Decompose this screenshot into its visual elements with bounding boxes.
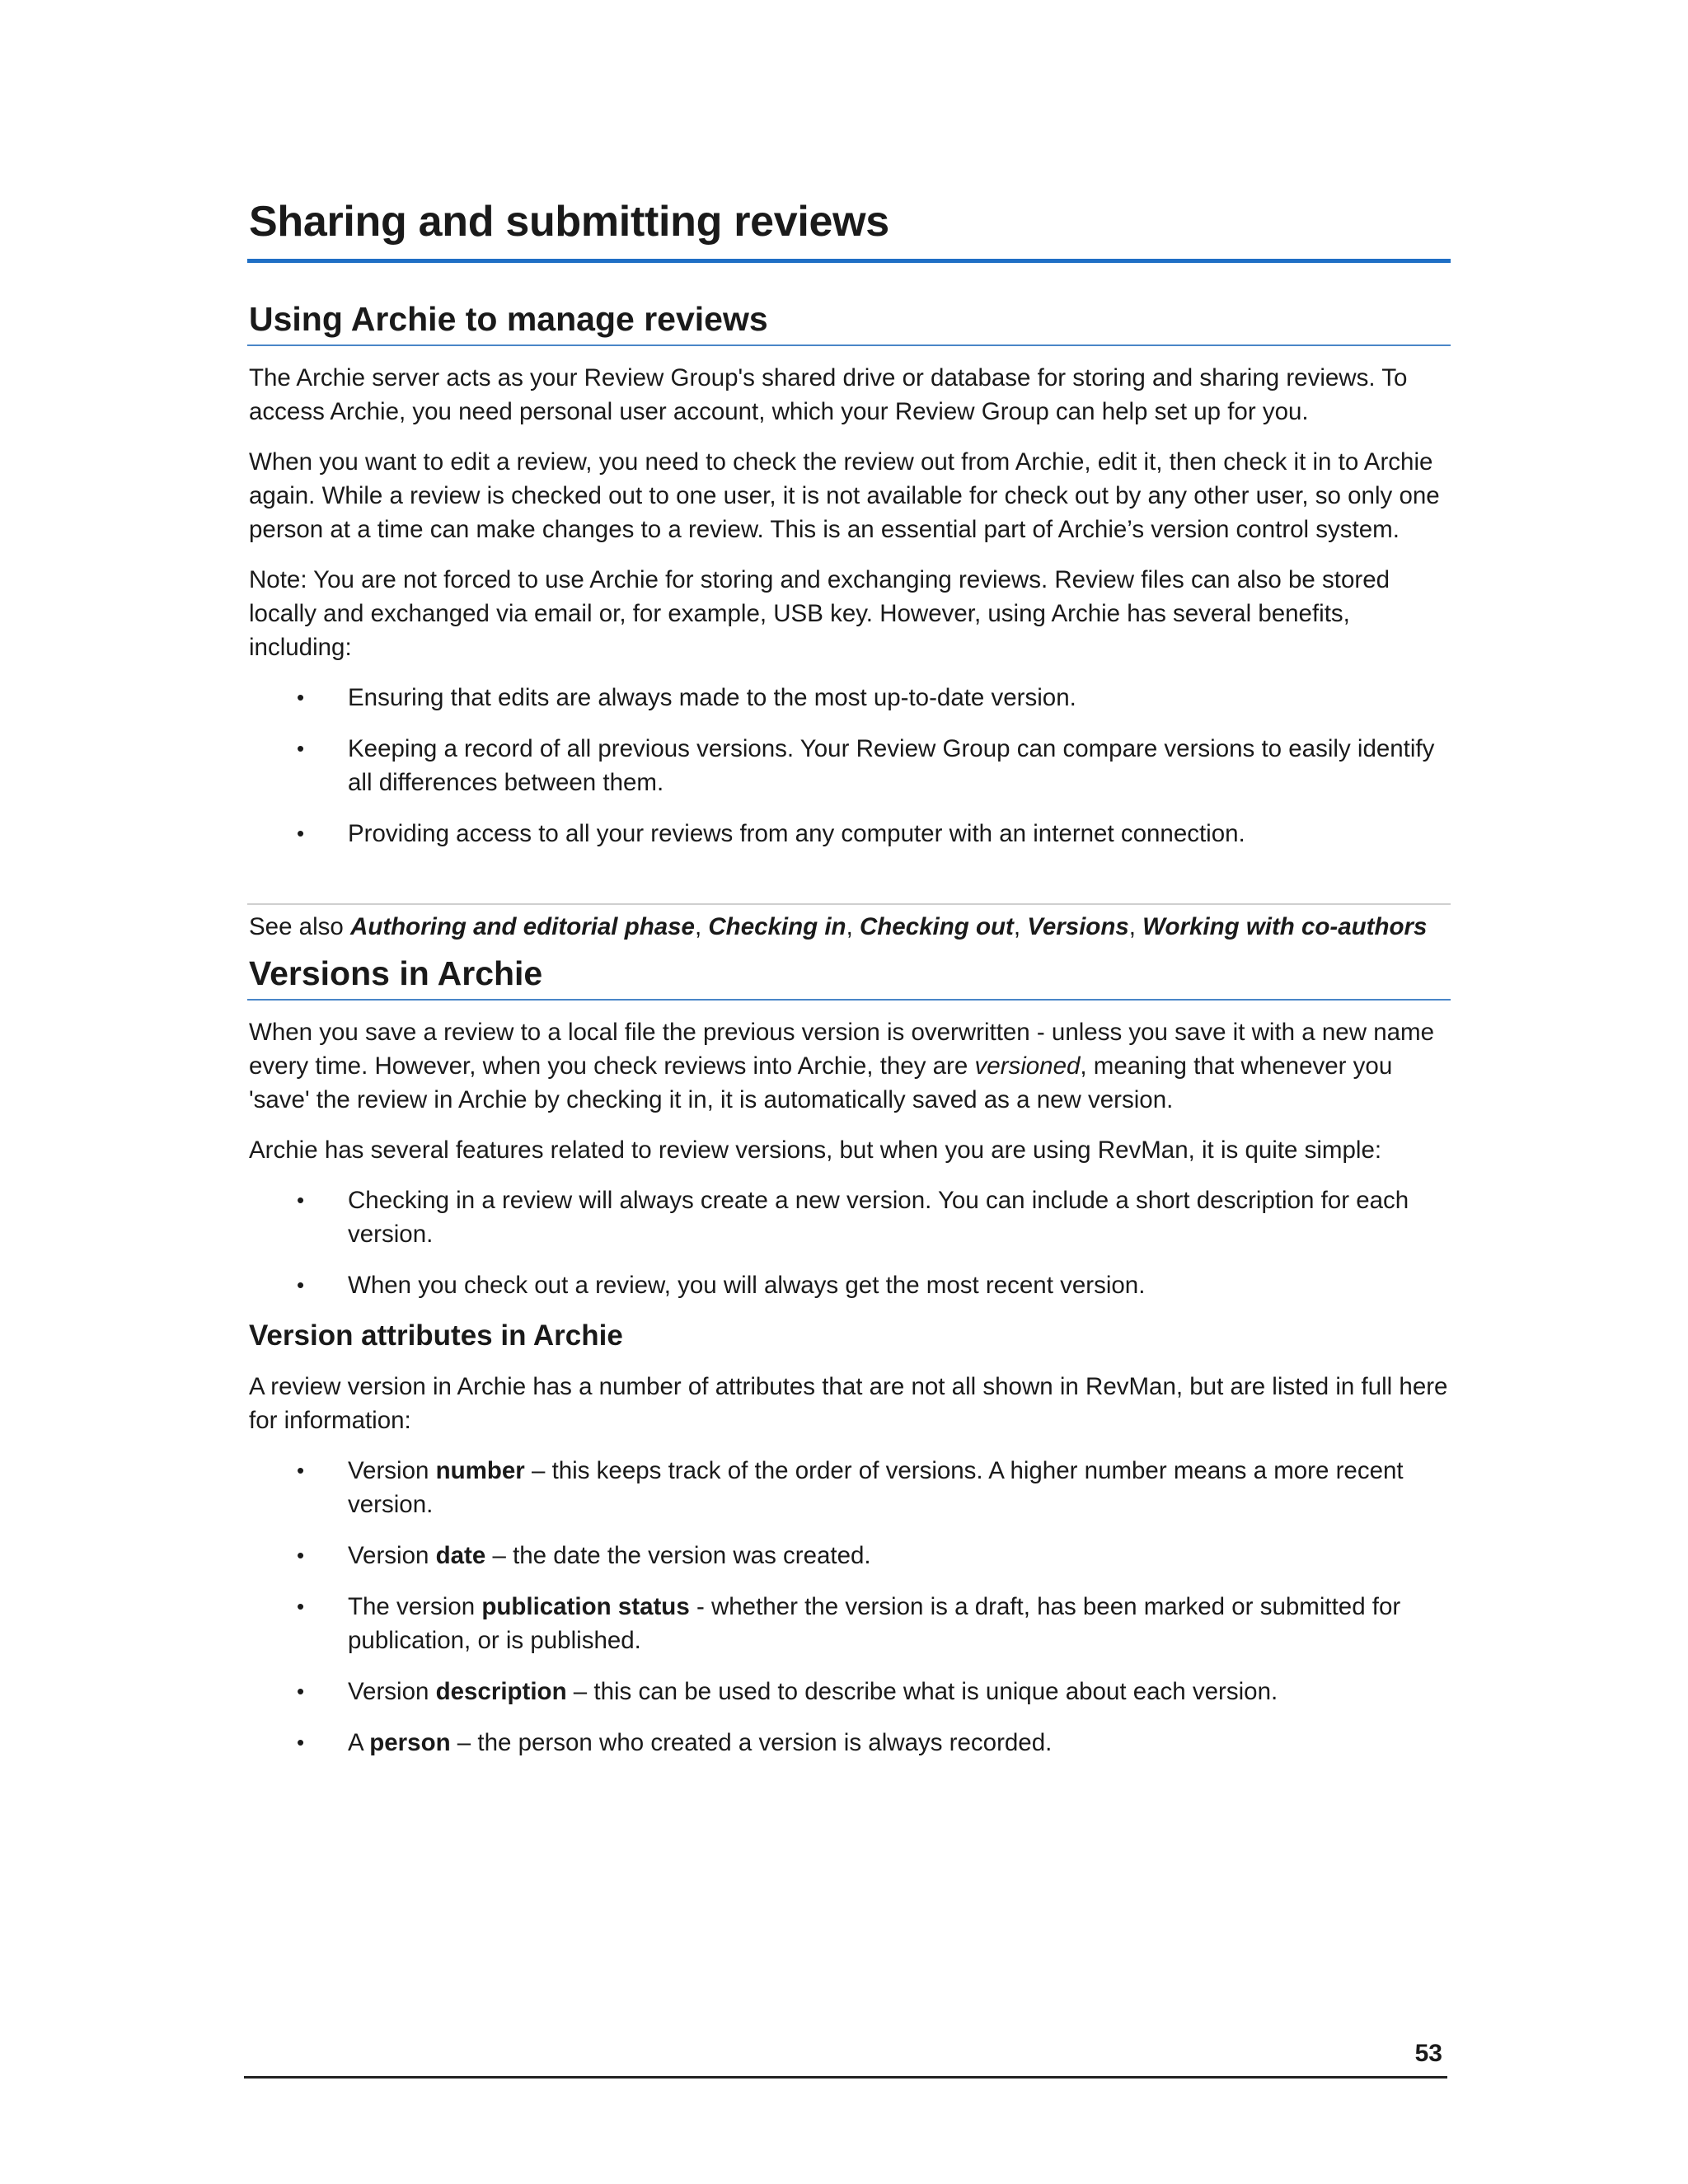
bullet-icon: • xyxy=(297,1458,305,1483)
link-authoring-editorial-phase[interactable]: Authoring and editorial phase xyxy=(350,912,695,940)
bullet-icon: • xyxy=(297,1272,305,1298)
bullet-icon: • xyxy=(297,1188,305,1213)
page-title: Sharing and submitting reviews xyxy=(247,198,1451,263)
link-checking-out[interactable]: Checking out xyxy=(859,912,1014,940)
bullet-icon: • xyxy=(297,1730,305,1755)
paragraph: The Archie server acts as your Review Group's shared drive or database for storing and sharing reviews. To access Archie, you need personal user account, which your Review Group can help set up for you. xyxy=(249,363,1408,425)
subsection-heading-version-attributes: Version attributes in Archie xyxy=(249,1319,623,1352)
paragraph: Archie has several features related to review versions, but when you are using RevMan, it is quite simple: xyxy=(249,1137,1382,1165)
list-item: • Keeping a record of all previous versions. Your Review Group can compare versions to easily identify all differences between them. xyxy=(247,732,1451,799)
list-item-number: • Version number – this keeps track of the order of versions. A higher number means a more recent version. xyxy=(247,1454,1451,1521)
attributes-list xyxy=(247,1454,1451,1760)
bullet-icon: • xyxy=(297,684,305,710)
paragraph: Note: You are not forced to use Archie for storing and exchanging reviews. Review files can also be stored locally and exchanged via email or, for example, USB key. However, using Archie has several benefits, including: xyxy=(249,565,1390,661)
list-item-person: • A person – the person who created a version is always recorded. xyxy=(247,1726,1451,1760)
list-item-description: • Version description – this can be used to describe what is unique about each version. xyxy=(247,1675,1451,1708)
link-checking-in[interactable]: Checking in xyxy=(708,912,846,940)
paragraph: When you want to edit a review, you need to check the review out from Archie, edit it, then check it in to Archie again. While a review is checked out to one user, it is not available for check out by any other user, so only one person at a time can make changes to a review. This is an essential part of Archie’s version control system. xyxy=(249,448,1440,543)
section-heading-versions-in-archie: Versions in Archie xyxy=(247,954,1451,1001)
paragraph: When you save a review to a local file the previous version is overwritten - unless you save it with a new name every time. However, when you check reviews into Archie, they are versioned, meaning that whenever you 'save' the review in Archie by checking it in, it is automatically saved as a new version. xyxy=(249,1019,1434,1114)
list-item: • Providing access to all your reviews from any computer with an internet connection. xyxy=(247,817,1451,851)
paragraph: A review version in Archie has a number of attributes that are not all shown in RevMan, but are listed in full here for information: xyxy=(249,1373,1448,1435)
page-footer xyxy=(244,2040,1447,2079)
link-working-with-co-authors[interactable]: Working with co-authors xyxy=(1142,912,1428,940)
bullet-icon: • xyxy=(297,1679,305,1704)
list-item: • Ensuring that edits are always made to the most up-to-date version. xyxy=(247,681,1451,715)
list-item: • Checking in a review will always create a new version. You can include a short description for each version. xyxy=(247,1183,1451,1251)
link-versions[interactable]: Versions xyxy=(1027,912,1129,940)
bullet-icon: • xyxy=(297,820,305,846)
versions-list xyxy=(247,1183,1451,1302)
see-also-line: See also Authoring and editorial phase, Checking in, Checking out, Versions, Working with co-authors xyxy=(247,903,1451,944)
bullet-icon: • xyxy=(297,735,305,761)
section-heading-using-archie: Using Archie to manage reviews xyxy=(247,299,1451,346)
bullet-icon: • xyxy=(297,1594,305,1619)
page-number: 53 xyxy=(1414,2040,1442,2067)
list-item-date: • Version date – the date the version was created. xyxy=(247,1539,1451,1572)
benefits-list xyxy=(247,681,1451,851)
bullet-icon: • xyxy=(297,1543,305,1568)
list-item: • When you check out a review, you will always get the most recent version. xyxy=(247,1268,1451,1302)
page-content xyxy=(247,198,1451,1760)
list-item-publication-status: • The version publication status - whether the version is a draft, has been marked or submitted for publication, or is published. xyxy=(247,1590,1451,1657)
see-also-prefix: See also xyxy=(249,912,344,940)
